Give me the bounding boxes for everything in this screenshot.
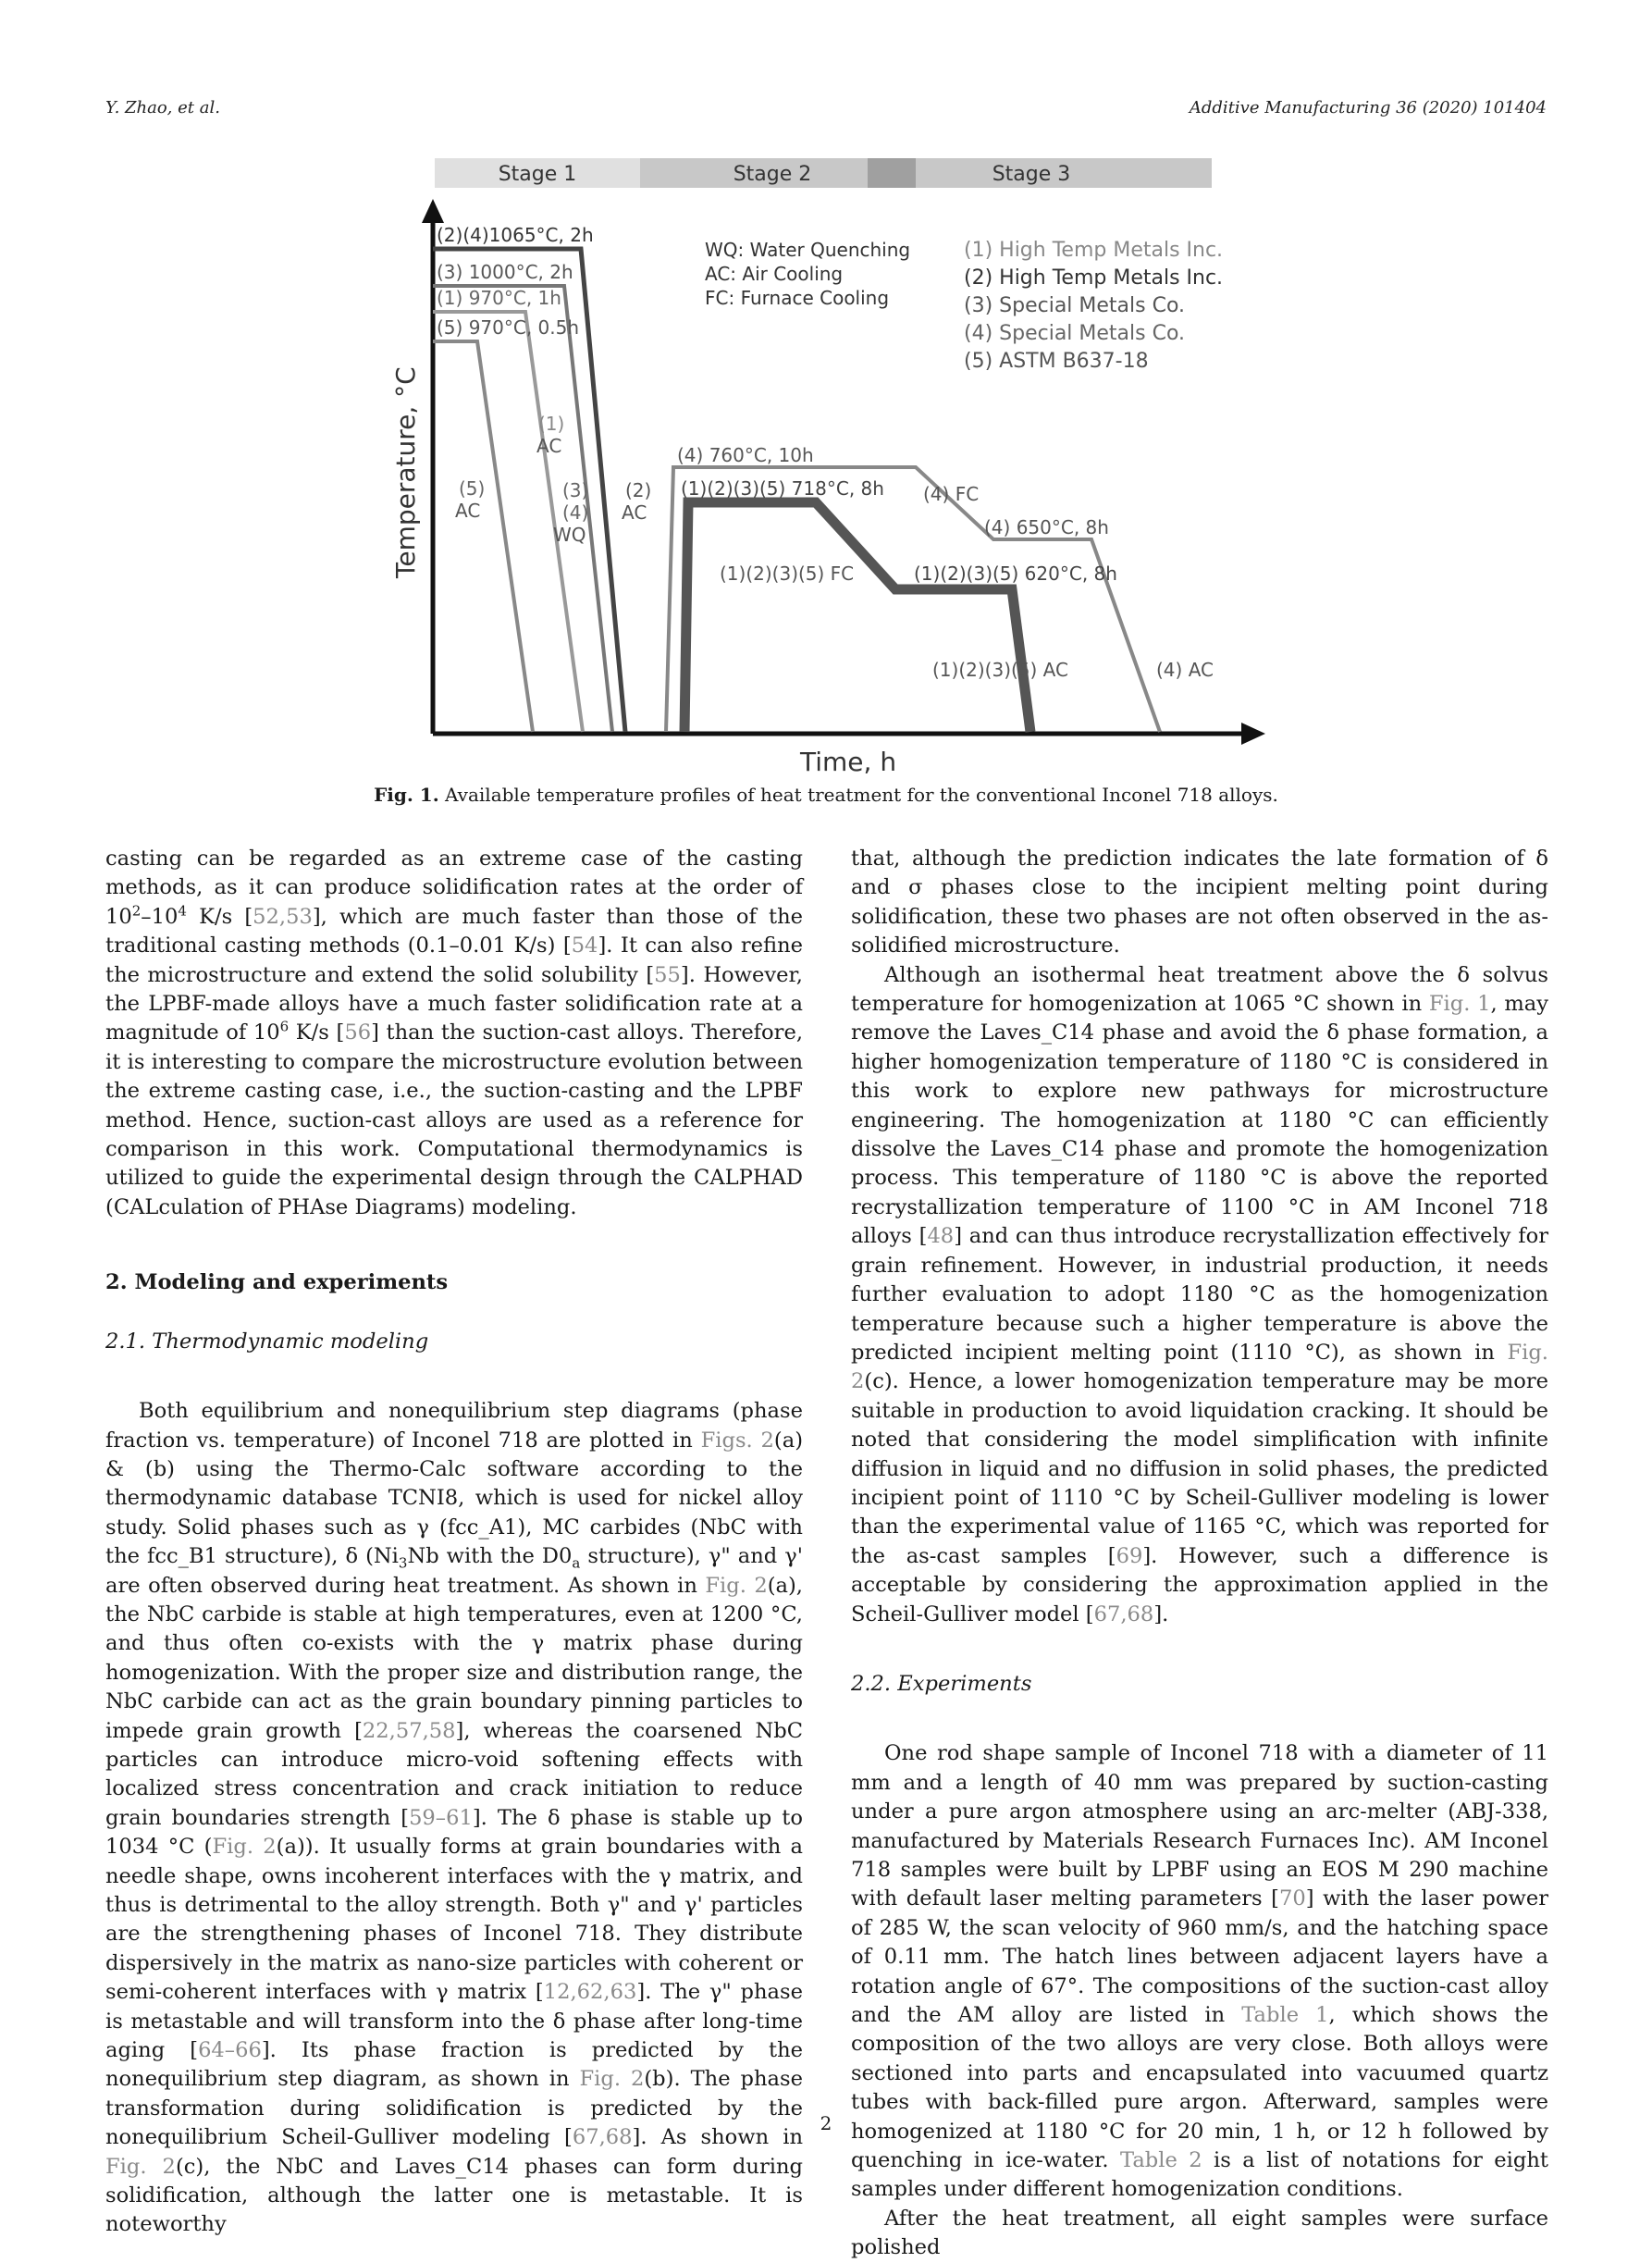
paragraph: After the heat treatment, all eight samples were surface polished <box>851 2206 1548 2260</box>
y-axis-label: Temperature, °C <box>390 366 421 578</box>
label-2ac-b: AC <box>622 501 647 524</box>
figure-caption <box>0 784 1652 806</box>
legend-source-4: (4) Special Metals Co. <box>964 322 1186 345</box>
paragraph: casting can be regarded as an extreme case of the casting methods, as it can produce solidification rates at the order of $10^2-10^4$ K/s [52,53], which are much faster than those of the traditional casting methods (0.1–0.01 K/s) [54]. It can also refine the microstructure and extend the solid solubility [55]. However, the LPBF-made alloys have a much faster solidification rate at a magnitude of $10^6$ K/s [56] than the suction-cast alloys. Therefore, it is interesting to compare the microstructure evolution between the extreme casting case, i.e., the suction-casting and the LPBF method. Hence, suction-cast alloys are used as a reference for comparison in this work. Computational thermodynamics is utilized to guide the experimental design through the CALPHAD (CALculation of PHAse Diagrams) modeling. <box>105 847 804 1219</box>
paragraph: One rod shape sample of Inconel 718 with a diameter of 11 mm and a length of 40 mm was prepared by suction-casting under a pure argon atmosphere using an arc-melter (ABJ-338, manufactured by Materials Research Furnaces Inc). AM Inconel 718 samples were built by LPBF using an EOS M 290 machine with default laser melting parameters [70] with the laser power of 285 W, the scan velocity of 960 mm/s, and the hatching space of 0.11 mm. The hatch lines between adjacent layers have a rotation angle of 67°. The compositions of the suction-cast alloy and the AM alloy are listed in Table 1, which shows the composition of the two alloys are very close. Both alloys were sectioned into parts and encapsulated into vacuumed quartz tubes with back-filled pure argon. Afterward, samples were homogenized at 1180 °C for 20 min, 1 h, or 12 h followed by quenching in ice-water. Table 2 is a list of notations for eight samples under different homogenization conditions. <box>851 1741 1548 2202</box>
label-1065: (2)(4)1065°C, 2h <box>437 224 594 246</box>
legend-source-3: (3) Special Metals Co. <box>964 294 1186 317</box>
label-970-05h: (5) 970°C, 0.5h <box>437 316 580 339</box>
citation-link[interactable]: 54 <box>571 934 598 958</box>
label-1000: (3) 1000°C, 2h <box>437 261 573 283</box>
right-column <box>851 845 1548 2263</box>
citation-link[interactable]: 48 <box>927 1224 955 1249</box>
citation-link[interactable]: 70 <box>1278 1886 1306 1911</box>
label-1ac-b: AC <box>536 435 562 457</box>
citation-link[interactable]: 56 <box>344 1020 372 1045</box>
profile-5-970 <box>433 341 533 732</box>
label-34wq-a: (3) <box>562 479 589 501</box>
label-ac-1235: (1)(2)(3)(5) AC <box>932 659 1068 681</box>
legend-source-2: (2) High Temp Metals Inc. <box>964 266 1224 290</box>
paragraph: Although an isothermal heat treatment above the δ solvus temperature for homogenization at 1065 °C shown in Fig. 1, may remove the Laves_C14 phase and avoid the δ phase formation, a higher homogenization temperature of 1180 °C is considered in this work to explore new pathways for microstructure engineering. The homogenization at 1180 °C can efficiently dissolve the Laves_C14 phase and promote the homogenization process. This temperature of 1180 °C is above the reported recrystallization temperature of 1100 °C in AM Inconel 718 alloys [48] and can thus introduce recrystallization effectively for grain refinement. However, in industrial production, it needs further evaluation to adopt 1180 °C as the homogenization temperature because such a higher temperature is above the predicted incipient melting point (1110 °C), as shown in Fig. 2(c). Hence, a lower homogenization temperature may be more suitable in production to avoid liquidation cracking. It should be noted that considering the model simplification with infinite diffusion in liquid and no diffusion in solid phases, the predicted incipient point of 1110 °C by Scheil-Gulliver modeling is lower than the experimental value of 1165 °C, which was reported for the as-cast samples [69]. However, such a difference is acceptable by considering the approximation applied in the Scheil-Gulliver model [67,68]. <box>851 962 1549 1626</box>
stage-3-label: Stage 3 <box>992 163 1071 186</box>
label-4ac: (4) AC <box>1156 659 1214 681</box>
figure-link[interactable]: Fig. 2 <box>105 2154 176 2179</box>
label-2ac-a: (2) <box>625 479 652 501</box>
label-760: (4) 760°C, 10h <box>677 444 814 466</box>
citation-link[interactable]: 52,53 <box>253 904 313 929</box>
label-620: (1)(2)(3)(5) 620°C, 8h <box>914 563 1117 585</box>
table-link[interactable]: Table 1 <box>1241 2003 1329 2028</box>
citation-link[interactable]: 22,57,58 <box>362 1718 456 1743</box>
profile-1-970 <box>433 312 583 732</box>
citation-link[interactable]: 59–61 <box>409 1805 473 1830</box>
subsection-heading: 2.1. Thermodynamic modeling <box>105 1329 429 1354</box>
label-650: (4) 650°C, 8h <box>984 516 1109 538</box>
label-fc: (1)(2)(3)(5) FC <box>720 563 855 585</box>
citation-link[interactable]: 69 <box>1116 1543 1143 1568</box>
legend-ac: AC: Air Cooling <box>705 263 844 285</box>
citation-link[interactable]: 55 <box>654 962 681 987</box>
heat-treatment-diagram <box>379 153 1267 782</box>
running-header-journal: Additive Manufacturing 36 (2020) 101404 <box>1189 98 1547 117</box>
figure-link[interactable]: Fig. 1 <box>1428 992 1491 1017</box>
legend-source-1: (1) High Temp Metals Inc. <box>964 239 1224 262</box>
stage-1-label: Stage 1 <box>498 163 577 186</box>
citation-link[interactable]: 67,68 <box>1093 1601 1154 1626</box>
caption-text: Available temperature profiles of heat treatment for the conventional Inconel 718 alloys. <box>445 784 1278 806</box>
citation-link[interactable]: 67,68 <box>572 2125 633 2150</box>
label-970-1h: (1) 970°C, 1h <box>437 287 561 309</box>
subsection-heading: 2.2. Experiments <box>851 1671 1032 1696</box>
stage-2-label: Stage 2 <box>733 163 812 186</box>
label-34wq-b: (4) <box>562 501 589 524</box>
label-5ac-b: AC <box>455 500 481 522</box>
left-column <box>105 845 803 2240</box>
stage-overlap-band <box>868 158 916 188</box>
paragraph: Both equilibrium and nonequilibrium step diagrams (phase fraction vs. temperature) of Inconel 718 are plotted in Figs. 2(a) & (b) using the Thermo-Calc software according to the thermodynamic database TCNI8, which is used for nickel alloy study. Solid phases such as γ (fcc_A1), MC carbides (NbC with the fcc_B1 structure), δ ($Ni_3Nb$ with the $D0_a$ structure), γ" and γ' are often observed during heat treatment. As shown in Fig. 2(a), the NbC carbide is stable at high temperatures, even at 1200 °C, and thus often co-exists with the γ matrix phase during homogenization. With the proper size and distribution range, the NbC carbide can act as the grain boundary pinning particles to impede grain growth [22,57,58], whereas the coarsened NbC particles can introduce micro-void softening effects with localized stress concentration and crack initiation to reduce grain boundaries strength [59–61]. The δ phase is stable up to 1034 °C (Fig. 2(a)). It usually forms at grain boundaries with a needle shape, owns incoherent interfaces with the γ matrix, and thus is detrimental to the alloy strength. Both γ" and γ' particles are the strengthening phases of Inconel 718. They distribute dispersively in the matrix as nano-size particles with coherent or semi-coherent interfaces with γ matrix [12,62,63]. The γ" phase is metastable and will transform into the δ phase after long-time aging [64–66]. Its phase fraction is predicted by the nonequilibrium step diagram, as shown in Fig. 2(b). The phase transformation during solidification is predicted by the nonequilibrium Scheil-Gulliver modeling [67,68]. As shown in Fig. 2(c), the NbC and Laves_C14 phases can form during solidification, although the latter one is metastable. It is noteworthy <box>105 1399 804 2237</box>
paragraph: that, although the prediction indicates the late formation of δ and σ phases close to the incipient melting point during solidification, these two phases are not often observed in the as-solidified microstructure. <box>851 847 1548 958</box>
legend-fc: FC: Furnace Cooling <box>705 287 890 309</box>
profile-1235-aging <box>684 502 1030 732</box>
section-heading: 2. Modeling and experiments <box>105 1270 449 1295</box>
page-number: 2 <box>820 2112 832 2134</box>
caption-label: Fig. 1. <box>374 784 439 806</box>
y-axis-arrow <box>422 199 444 223</box>
x-axis-arrow <box>1241 723 1265 745</box>
x-axis-label: Time, h <box>800 747 897 777</box>
label-34wq-c: WQ <box>553 524 586 546</box>
figure-link[interactable]: Fig. 2 <box>579 2067 645 2092</box>
figure-link[interactable]: Fig. 2 <box>705 1573 768 1598</box>
citation-link[interactable]: 12,62,63 <box>543 1980 637 2005</box>
running-header-authors: Y. Zhao, et al. <box>105 98 220 117</box>
figure-link[interactable]: Fig. 2 <box>851 1340 1548 1394</box>
legend-source-5: (5) ASTM B637-18 <box>964 350 1149 373</box>
label-718: (1)(2)(3)(5) 718°C, 8h <box>681 477 884 500</box>
figure-1 <box>379 153 1267 782</box>
label-5ac-a: (5) <box>459 477 486 500</box>
citation-link[interactable]: 64–66 <box>198 2038 262 2063</box>
label-4fc: (4) FC <box>923 483 980 505</box>
legend-wq: WQ: Water Quenching <box>705 239 911 261</box>
label-1ac-a: (1) <box>538 413 565 435</box>
table-link[interactable]: Table 2 <box>1120 2148 1202 2173</box>
figure-link[interactable]: Figs. 2 <box>700 1428 774 1453</box>
figure-link[interactable]: Fig. 2 <box>212 1835 277 1860</box>
